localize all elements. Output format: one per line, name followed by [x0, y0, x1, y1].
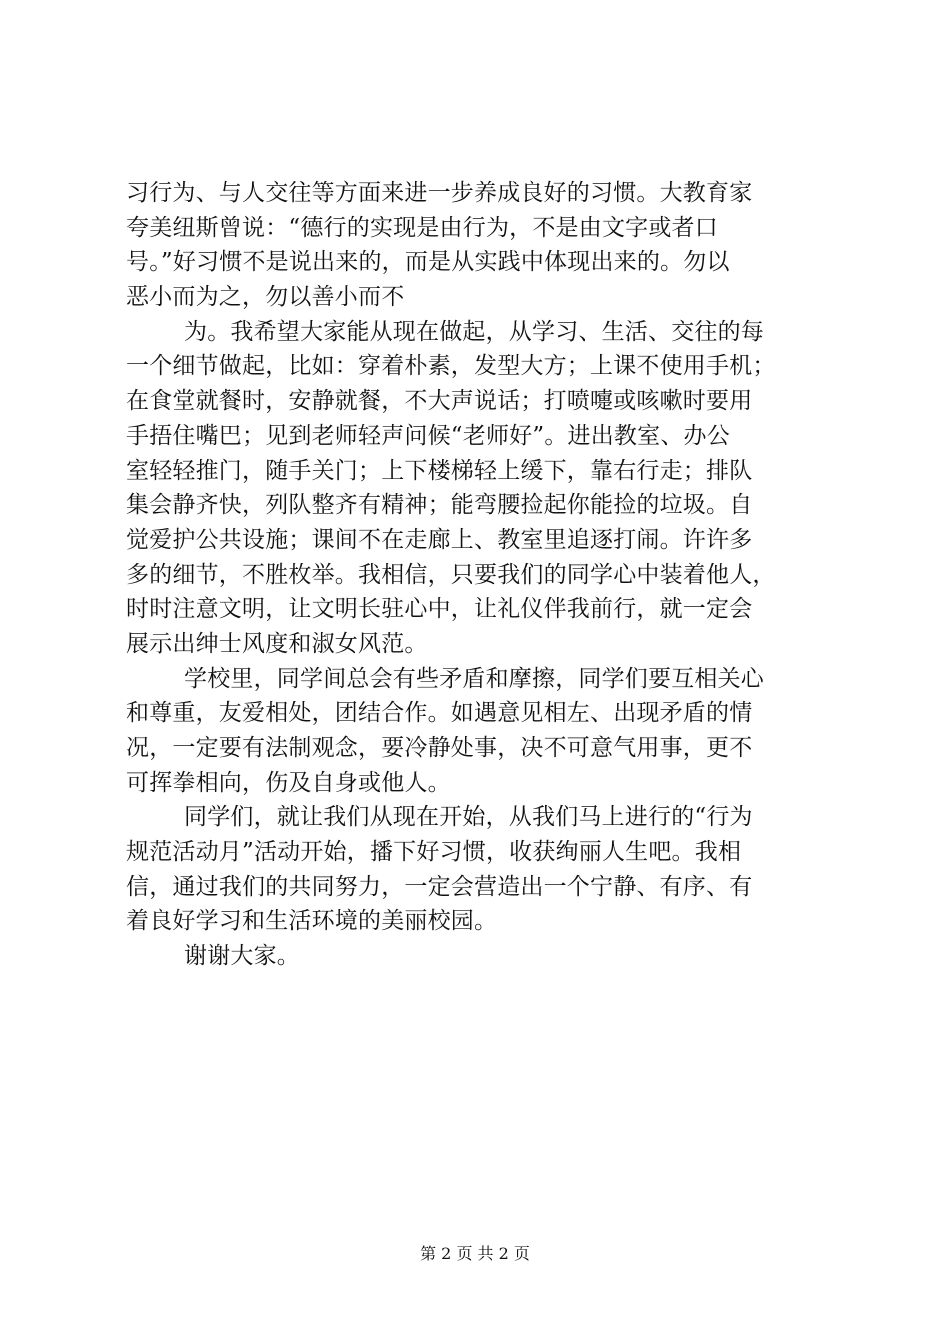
text-line: 同学们，就让我们从现在开始，从我们马上进行的“行为 — [184, 804, 753, 831]
page-number-footer: 第 2 页 共 2 页 — [420, 1244, 530, 1263]
text-line: 为。我希望大家能从现在做起，从学习、生活、交往的每 — [184, 318, 764, 345]
text-line: 觉爱护公共设施；课间不在走廊上、教室里追逐打闹。许许多 — [126, 526, 753, 553]
text-line: 学校里，同学间总会有些矛盾和摩擦，同学们要互相关心 — [184, 665, 764, 692]
text-line: 况，一定要有法制观念，要冷静处事，决不可意气用事，更不 — [126, 735, 753, 761]
text-line: 恶小而为之，勿以善小而不 — [126, 284, 405, 311]
text-line: 号。”好习惯不是说出来的，而是从实践中体现出来的。勿以 — [126, 249, 730, 276]
text-line: 规范活动月”活动开始，播下好习惯，收获绚丽人生吧。我相 — [126, 839, 742, 866]
text-line: 在食堂就餐时，安静就餐，不大声说话；打喷嚏或咳嗽时要用 — [126, 388, 753, 415]
text-line: 展示出绅士风度和淑女风范。 — [126, 630, 428, 657]
text-line: 夸美纽斯曾说：“德行的实现是由行为，不是由文字或者口 — [126, 214, 718, 241]
text-line: 集会静齐快，列队整齐有精神；能弯腰捡起你能捡的垃圾。自 — [126, 492, 753, 519]
text-line: 习行为、与人交往等方面来进一步养成良好的习惯。大教育家 — [126, 180, 753, 206]
text-line: 可挥拳相向，伤及自身或他人。 — [126, 769, 451, 796]
text-line: 一个细节做起，比如：穿着朴素，发型大方；上课不使用手机； — [126, 353, 776, 380]
text-line: 和尊重，友爱相处，团结合作。如遇意见相左、出现矛盾的情 — [126, 700, 753, 727]
text-line: 室轻轻推门，随手关门；上下楼梯轻上缓下，靠右行走；排队 — [126, 457, 753, 484]
text-line: 着良好学习和生活环境的美丽校园。 — [126, 908, 498, 935]
text-line: 信，通过我们的共同努力，一定会营造出一个宁静、有序、有 — [126, 873, 753, 900]
text-line: 时时注意文明，让文明长驻心中，让礼仪伴我前行，就一定会 — [126, 596, 753, 623]
text-line: 多的细节，不胜枚举。我相信，只要我们的同学心中装着他人， — [126, 561, 776, 588]
text-line: 手捂住嘴巴；见到老师轻声问候“老师好”。进出教室、办公 — [126, 422, 730, 449]
text-line: 谢谢大家。 — [184, 943, 300, 970]
body-text — [126, 176, 838, 974]
